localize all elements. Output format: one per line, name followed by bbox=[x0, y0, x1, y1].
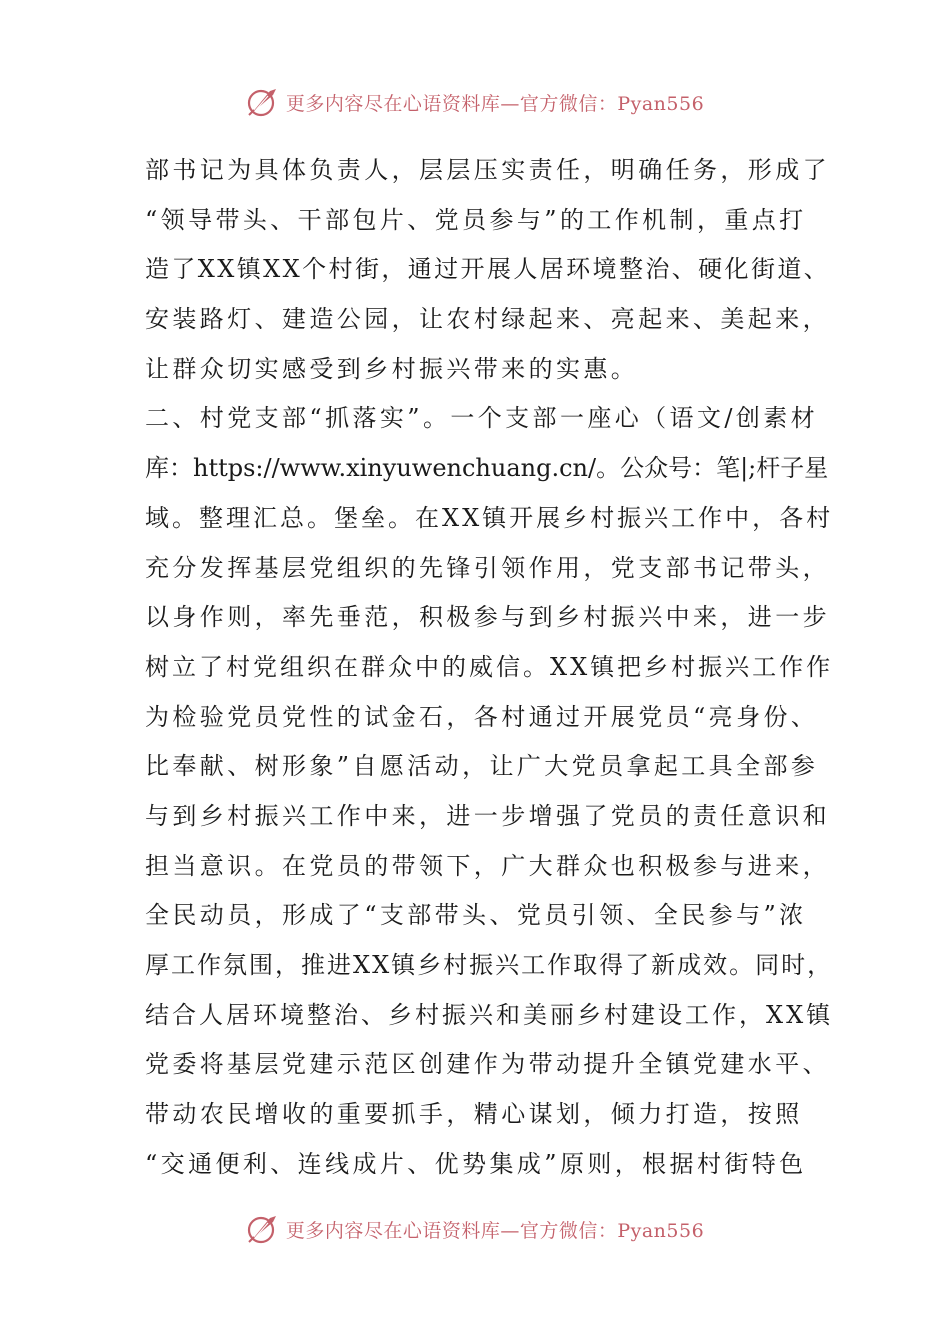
body-text-line: 二、村党支部“抓落实”。一个支部一座心（语文/创素材 bbox=[145, 404, 819, 433]
header-banner-text: 更多内容尽在心语资料库—官方微信：Pyan556 bbox=[285, 92, 705, 115]
body-text-line: 带动农民增收的重要抓手，精心谋划，倾力打造，按照 bbox=[145, 1100, 803, 1129]
quill-pen-circle-logo-icon bbox=[246, 1212, 280, 1246]
body-text-line: 域。整理汇总。堡垒。在XX镇开展乡村振兴工作中，各村 bbox=[145, 503, 834, 532]
footer-banner bbox=[0, 1209, 950, 1249]
body-text-line: “交通便利、连线成片、优势集成”原则，根据村街特色 bbox=[145, 1149, 807, 1178]
body-text-line: 以身作则，率先垂范，积极参与到乡村振兴中来，进一步 bbox=[145, 603, 830, 632]
body-text-line: 与到乡村振兴工作中来，进一步增强了党员的责任意识和 bbox=[145, 801, 830, 830]
body-text-line: 担当意识。在党员的带领下，广大群众也积极参与进来， bbox=[145, 851, 830, 880]
body-text-line: 树立了村党组织在群众中的威信。XX镇把乡村振兴工作作 bbox=[145, 652, 834, 681]
body-text-line: 库：https://www.xinyuwenchuang.cn/。公众号：笔|;杆子星 bbox=[145, 454, 829, 483]
body-text-line: 安装路灯、建造公园，让农村绿起来、亮起来、美起来， bbox=[145, 305, 830, 334]
body-text-line: 比奉献、树形象”自愿活动，让广大党员拿起工具全部参 bbox=[145, 752, 819, 781]
document-body bbox=[145, 146, 835, 1189]
body-text-line: 让群众切实感受到乡村振兴带来的实惠。 bbox=[145, 354, 639, 383]
quill-pen-circle-logo-icon bbox=[246, 85, 280, 119]
body-text-line: 厚工作氛围，推进XX镇乡村振兴工作取得了新成效。同时， bbox=[145, 951, 834, 979]
body-text-line: 结合人居环境整治、乡村振兴和美丽乡村建设工作，XX镇 bbox=[145, 1000, 834, 1029]
header-banner bbox=[0, 82, 950, 122]
body-text-line: “领导带头、干部包片、党员参与”的工作机制，重点打 bbox=[145, 205, 807, 234]
footer-banner-text: 更多内容尽在心语资料库—官方微信：Pyan556 bbox=[285, 1219, 705, 1242]
body-text-line: 造了XX镇XX个村街，通过开展人居环境整治、硬化街道、 bbox=[145, 255, 831, 284]
body-text-line: 充分发挥基层党组织的先锋引领作用，党支部书记带头， bbox=[145, 553, 830, 582]
body-text-line: 为检验党员党性的试金石，各村通过开展党员“亮身份、 bbox=[145, 702, 819, 731]
body-text-line: 全民动员，形成了“支部带头、党员引领、全民参与”浓 bbox=[145, 901, 807, 930]
body-text-line: 部书记为具体负责人，层层压实责任，明确任务，形成了 bbox=[145, 156, 830, 184]
body-text-line: 党委将基层党建示范区创建作为带动提升全镇党建水平、 bbox=[145, 1050, 830, 1079]
